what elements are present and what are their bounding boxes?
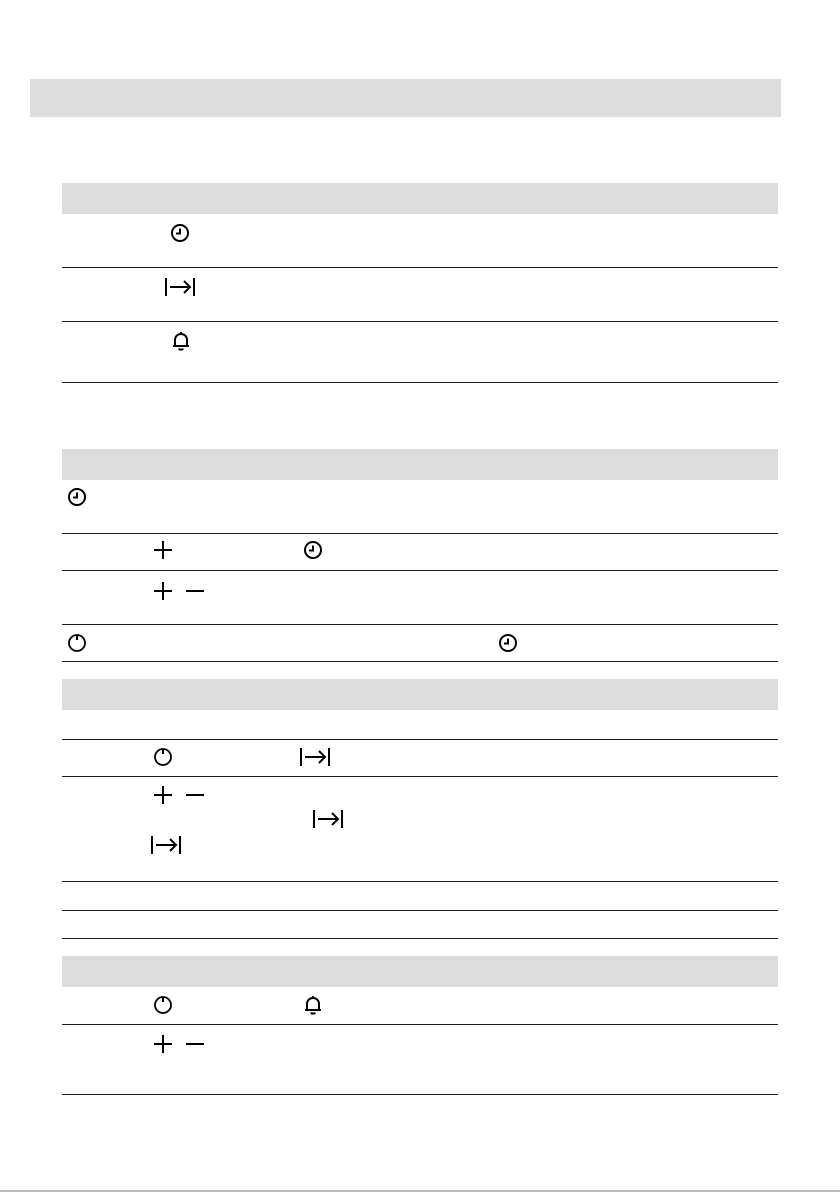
divider — [62, 739, 778, 740]
power-icon — [152, 994, 174, 1016]
arrow-to-bar-icon — [312, 808, 344, 830]
divider — [62, 267, 778, 268]
divider — [62, 321, 778, 322]
divider — [62, 533, 778, 534]
divider — [62, 776, 778, 777]
plus-icon — [152, 1033, 174, 1055]
bell-icon — [170, 330, 192, 352]
title-band — [30, 79, 781, 117]
clock-icon — [66, 486, 88, 508]
section-3-header — [62, 679, 778, 710]
arrow-to-bar-icon — [150, 834, 182, 856]
divider — [62, 661, 778, 662]
divider — [62, 382, 778, 383]
divider — [62, 1024, 778, 1025]
clock-icon — [302, 539, 324, 561]
arrow-to-bar-icon — [299, 746, 331, 768]
section-4-header — [62, 956, 778, 987]
divider — [62, 1094, 778, 1095]
power-icon — [66, 632, 88, 654]
minus-icon — [184, 580, 206, 602]
plus-icon — [152, 539, 174, 561]
power-icon — [152, 746, 174, 768]
divider — [62, 881, 778, 882]
divider — [62, 570, 778, 571]
divider — [62, 938, 778, 939]
plus-icon — [152, 784, 174, 806]
plus-icon — [152, 580, 174, 602]
divider — [62, 624, 778, 625]
minus-icon — [184, 784, 206, 806]
clock-icon — [169, 222, 191, 244]
clock-icon — [497, 632, 519, 654]
divider — [62, 910, 778, 911]
bell-icon — [302, 994, 324, 1016]
minus-icon — [184, 1033, 206, 1055]
section-2-header — [62, 449, 778, 480]
section-1-header — [62, 183, 778, 214]
arrow-to-bar-icon — [164, 276, 196, 298]
